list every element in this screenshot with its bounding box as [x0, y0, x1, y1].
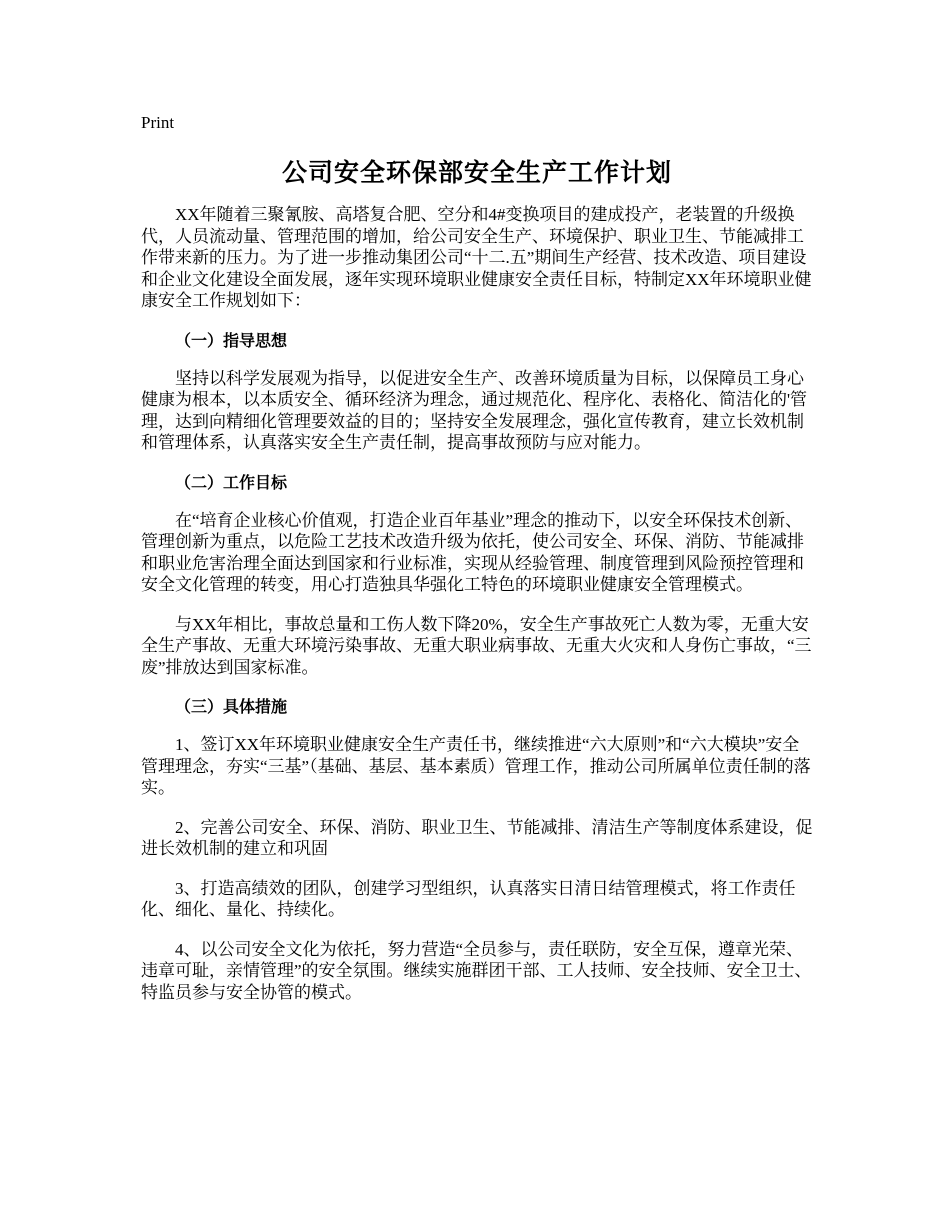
guiding-ideology-paragraph: 坚持以科学发展观为指导，以促进安全生产、改善环境质量为目标，以保障员工身心健康为根本，以本质安全、循环经济为理念，通过规范化、程序化、表格化、简洁化的'管理，达到向精细化管理要效益的目的；坚持安全发展理念，强化宣传教育，建立长效机制和管理体系，认真落实安全生产责任制，提高事故预防与应对能力。	[141, 368, 808, 452]
work-goals-paragraph-1: 在“培育企业核心价值观，打造企业百年基业”理念的推动下，以安全环保技术创新、管理创新为重点，以危险工艺技术改造升级为依托，使公司安全、环保、消防、节能减排和职业危害治理全面达到国家和行业标准，实现从经验管理、制度管理到风险预控管理和安全文化管理的转变，用心打造独具华强化工特色的环境职业健康安全管理模式。	[141, 510, 804, 594]
measure-item-1: 1、签订XX年环境职业健康安全生产责任书，继续推进“六大原则”和“六大模块”安全管理理念，夯实“三基”（基础、基层、基本素质）管理工作，推动公司所属单位责任制的落实。	[141, 735, 811, 797]
section-heading-work-goals: （二）工作目标	[175, 472, 288, 492]
measure-item-4: 4、以公司安全文化为依托，努力营造“全员参与，责任联防，安全互保，遵章光荣、违章可耻，亲情管理”的安全氛围。继续实施群团干部、工人技师、安全技师、安全卫士、特监员参与安全协管的模式。	[141, 939, 812, 1002]
intro-paragraph: XX年随着三聚氰胺、高塔复合肥、空分和4#变换项目的建成投产，老装置的升级换代，人员流动量、管理范围的增加，给公司安全生产、环境保护、职业卫生、节能减排工作带来新的压力。为了进一步推动集团公司“十二.五”期间生产经营、技术改造、项目建设和企业文化建设全面发展，逐年实现环境职业健康安全责任目标，特制定XX年环境职业健康安全工作规划如下：	[141, 205, 812, 310]
section-heading-guiding-ideology: （一）指导思想	[175, 330, 288, 350]
work-goals-paragraph-2: 与XX年相比，事故总量和工伤人数下降20%，安全生产事故死亡人数为零，无重大安全生产事故、无重大环境污染事故、无重大职业病事故、无重大火灾和人身伤亡事故，“三废”排放达到国家标准。	[141, 614, 812, 677]
measure-item-3: 3、打造高绩效的团队，创建学习型组织，认真落实日清日结管理模式，将工作责任化、细化、量化、持续化。	[141, 878, 796, 919]
print-label: Print	[141, 113, 175, 132]
measure-item-2: 2、完善公司安全、环保、消防、职业卫生、节能减排、清洁生产等制度体系建设，促进长效机制的建立和巩固	[141, 817, 813, 858]
section-heading-specific-measures: （三）具体措施	[175, 697, 288, 716]
document-title: 公司安全环保部安全生产工作计划	[281, 158, 672, 187]
document-page	[141, 112, 813, 1021]
